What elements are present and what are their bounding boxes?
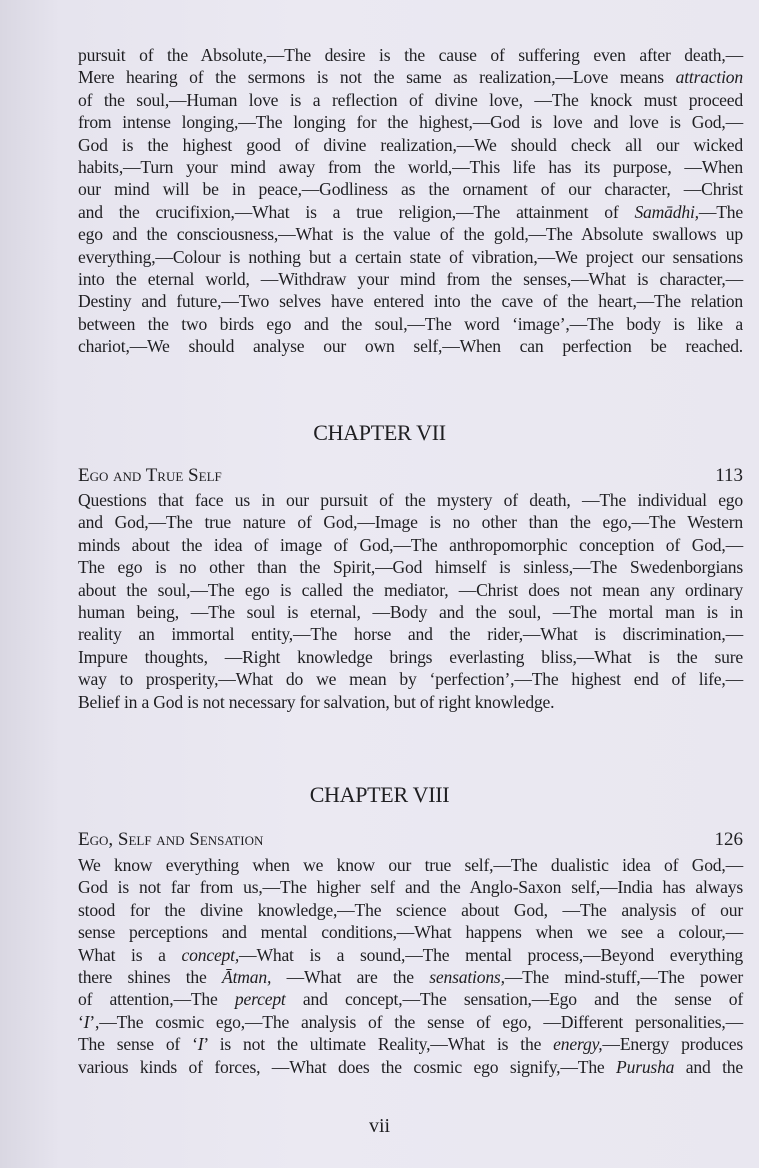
text-segment: —The [698,201,743,222]
italic-text: Samādhi, [634,201,699,222]
text-line [78,66,743,88]
italic-text: I [197,1034,204,1055]
text-line [78,579,743,601]
text-line [78,1033,743,1055]
text-segment: ’ is not the ultimate Reality,—What is the [203,1034,554,1055]
text-segment: from intense longing,—The longing for the highest,—God is love and love is God,— [78,112,743,133]
text-line [78,223,743,245]
text-segment: God is not far from us,—The higher self and the Anglo-Saxon self,—India has always [78,877,743,898]
text-segment: —What is a sound,—The mental process,—Beyond everything [239,944,744,965]
text-segment: Belief in a God is not necessary for salvation, but of right knowledge. [78,691,555,712]
text-segment: ego and the consciousness,—What is the value of the gold,—The Absolute swallows up [78,224,743,245]
chapter-8-heading-title: Ego, Self and Sensation [78,829,264,850]
italic-text: Purusha [616,1056,675,1077]
text-segment: —What are the [271,966,430,987]
text-segment: We know everything when we know our true self,—The dualistic idea of God,— [78,855,743,875]
text-segment: Mere hearing of the sermons is not the same as realization,—Love means [78,67,676,88]
chapter-7-title: CHAPTER VII [313,420,446,445]
text-segment: —The mind-stuff,—The power [504,966,743,987]
text-line [78,290,743,312]
text-segment: various kinds of forces, —What does the cosmic ego signify,—The [78,1056,617,1077]
chapter-7-heading-title: Ego and True Self [78,465,222,486]
chapter-7-heading [78,465,743,487]
chapter-8-title: CHAPTER VIII [309,782,450,807]
text-line [78,89,743,111]
text-segment: about the soul,—The ego is called the mediator, —Christ does not mean any ordinary [78,579,743,600]
text-segment: ’,—The cosmic ego,—The analysis of the sense of ego, —Different personalities,— [89,1011,743,1032]
text-segment: Destiny and future,—Two selves have entered into the cave of the heart,—The relation [78,291,743,312]
text-line [78,988,743,1010]
text-line [78,44,743,66]
text-line [78,313,743,335]
text-segment: of the soul,—Human love is a reflection of divine love, —The knock must proceed [78,89,743,110]
text-line [78,268,743,290]
text-segment: way to prosperity,—What do we mean by ‘perfection’,—The highest end of life,— [78,669,743,690]
text-line [78,111,743,133]
page-number: vii [368,1115,391,1137]
italic-text: energy, [553,1034,603,1055]
text-segment: ‘ [78,1011,84,1032]
text-segment: Impure thoughts, —Right knowledge brings everlasting bliss,—What is the sure [78,646,743,667]
text-segment: sense perceptions and mental conditions,—What happens when we see a colour,— [78,922,743,943]
text-line [78,201,743,223]
text-segment: The ego is no other than the Spirit,—God himself is sinless,—The Swedenborgians [78,557,743,578]
text-line [78,335,743,357]
text-segment: our mind will be in peace,—Godliness as the ornament of our character, —Christ [78,179,743,200]
italic-text: I [83,1011,90,1032]
chapter-8-heading [78,829,743,851]
text-segment: The sense of ‘ [78,1034,198,1055]
text-segment: into the eternal world, —Withdraw your mind from the senses,—What is character,— [78,268,743,289]
text-segment: God is the highest good of divine realization,—We should check all our wicked [78,134,743,155]
text-segment: pursuit of the Absolute,—The desire is the cause of suffering even after death,— [78,45,743,65]
text-segment: Questions that face us in our pursuit of the mystery of death, —The individual ego [78,490,743,510]
italic-text: attraction [675,67,743,88]
text-segment: and concept,—The sensation,—Ego and the sense of [285,989,743,1010]
text-line [78,1011,743,1033]
text-line [78,623,743,645]
text-line [78,511,743,533]
text-line [78,134,743,156]
text-line [78,966,743,988]
text-line [78,534,743,556]
text-segment: stood for the divine knowledge,—The science about God, —The analysis of our [78,899,743,920]
text-line [78,691,743,713]
chapter-7-contents [78,489,743,713]
text-line [78,944,743,966]
text-line [78,668,743,690]
text-segment: human being, —The soul is eternal, —Body and the soul, —The mortal man is in [78,601,743,622]
text-segment: habits,—Turn your mind away from the world,—This life has its purpose, —When [78,156,743,177]
text-segment: of attention,—The [78,989,235,1010]
text-line [78,854,743,876]
text-line [78,156,743,178]
text-segment: minds about the idea of image of God,—The anthropomorphic conception of God,— [78,534,743,555]
text-segment: between the two birds ego and the soul,—The word ‘image’,—The body is like a [78,313,743,334]
text-segment: and the [674,1056,744,1077]
italic-text: percept [234,989,286,1010]
chapter-8-contents [78,854,743,1078]
text-segment: there shines the [78,966,223,987]
text-segment: and God,—The true nature of God,—Image is no other than the ego,—The Western [78,512,743,533]
text-line [78,921,743,943]
text-line [78,489,743,511]
text-segment: chariot,—We should analyse our own self,—When can perfection be reached. [78,336,743,357]
italic-text: sensations, [429,966,505,987]
section-continued-contents [78,44,743,357]
text-segment: What is a [78,944,182,965]
chapter-7-page-number: 113 [715,465,743,486]
text-line [78,601,743,623]
italic-text: Ātman, [222,966,272,987]
text-line [78,246,743,268]
text-segment: —Energy produces [602,1034,743,1055]
text-segment: everything,—Colour is nothing but a certain state of vibration,—We project our sensations [78,246,743,267]
text-line [78,876,743,898]
italic-text: concept, [181,944,240,965]
text-segment: and the crucifixion,—What is a true religion,—The attainment of [78,201,635,222]
text-line [78,556,743,578]
text-line [78,1056,743,1078]
text-line [78,178,743,200]
text-line [78,646,743,668]
chapter-8-page-number: 126 [714,829,743,850]
text-line [78,899,743,921]
text-segment: reality an immortal entity,—The horse and the rider,—What is discrimination,— [78,624,743,645]
